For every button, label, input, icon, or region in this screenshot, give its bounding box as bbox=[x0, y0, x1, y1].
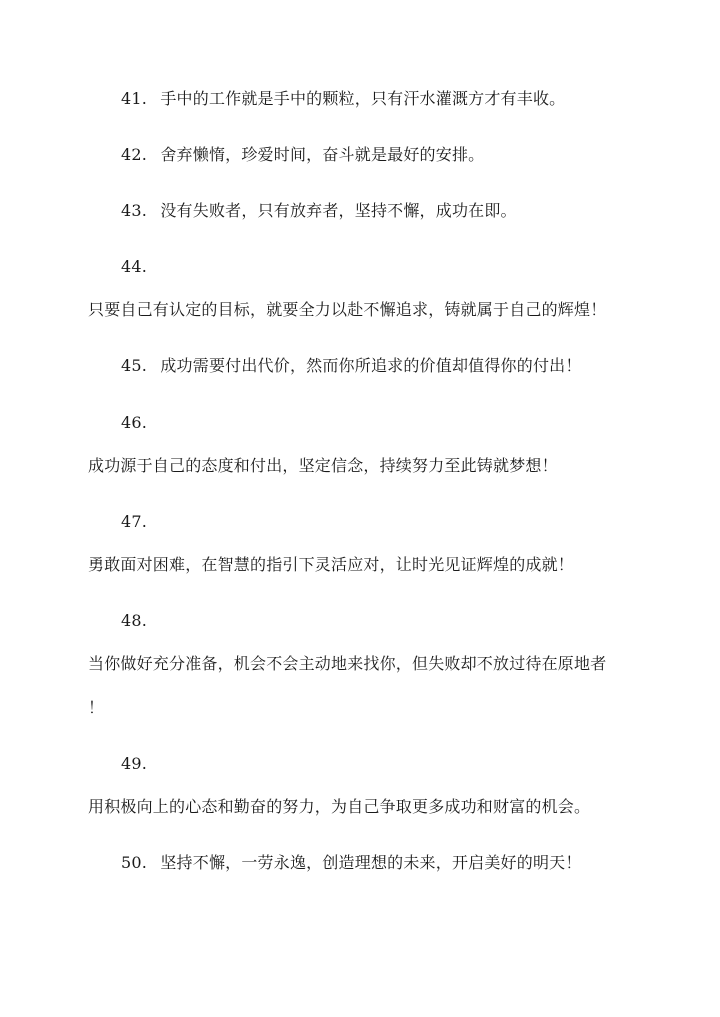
item-text-48-line2: ！ bbox=[88, 698, 105, 717]
item-text: 成功需要付出代价，然而你所追求的价值却值得你的付出！ bbox=[160, 356, 582, 375]
item-text: 手中的工作就是手中的颗粒，只有汗水灌溉方才有丰收。 bbox=[160, 89, 566, 108]
item-text: 没有失败者，只有放弃者，坚持不懈，成功在即。 bbox=[160, 201, 517, 220]
item-text-49: 用积极向上的心态和勤奋的努力，为自己争取更多成功和财富的机会。 bbox=[88, 797, 591, 816]
item-text: 坚持不懈，一劳永逸，创造理想的未来，开启美好的明天！ bbox=[160, 853, 582, 872]
item-number: 50. bbox=[121, 853, 148, 872]
item-text-47: 勇敢面对困难，在智慧的指引下灵活应对，让时光见证辉煌的成就！ bbox=[88, 555, 575, 574]
list-item-42 bbox=[121, 145, 484, 165]
item-text: 舍弃懒惰，珍爱时间，奋斗就是最好的安排。 bbox=[160, 145, 485, 164]
list-item-45 bbox=[121, 356, 582, 376]
item-text-44: 只要自己有认定的目标，就要全力以赴不懈追求，铸就属于自己的辉煌！ bbox=[88, 300, 607, 319]
item-text-46: 成功源于自己的态度和付出，坚定信念，持续努力至此铸就梦想！ bbox=[88, 456, 558, 475]
item-number: 43. bbox=[121, 201, 148, 220]
item-number-44: 44. bbox=[121, 257, 148, 276]
item-number: 45. bbox=[121, 356, 148, 375]
item-number-49: 49. bbox=[121, 754, 148, 773]
item-number-48: 48. bbox=[121, 611, 148, 630]
item-number: 41. bbox=[121, 89, 148, 108]
list-item-50 bbox=[121, 853, 582, 873]
item-number-46: 46. bbox=[121, 413, 148, 432]
list-item-43 bbox=[121, 201, 517, 221]
item-number: 42. bbox=[121, 145, 148, 164]
list-item-41 bbox=[121, 89, 565, 109]
item-number-47: 47. bbox=[121, 512, 148, 531]
item-text-48-line1: 当你做好充分准备，机会不会主动地来找你，但失败却不放过待在原地者 bbox=[88, 654, 607, 673]
